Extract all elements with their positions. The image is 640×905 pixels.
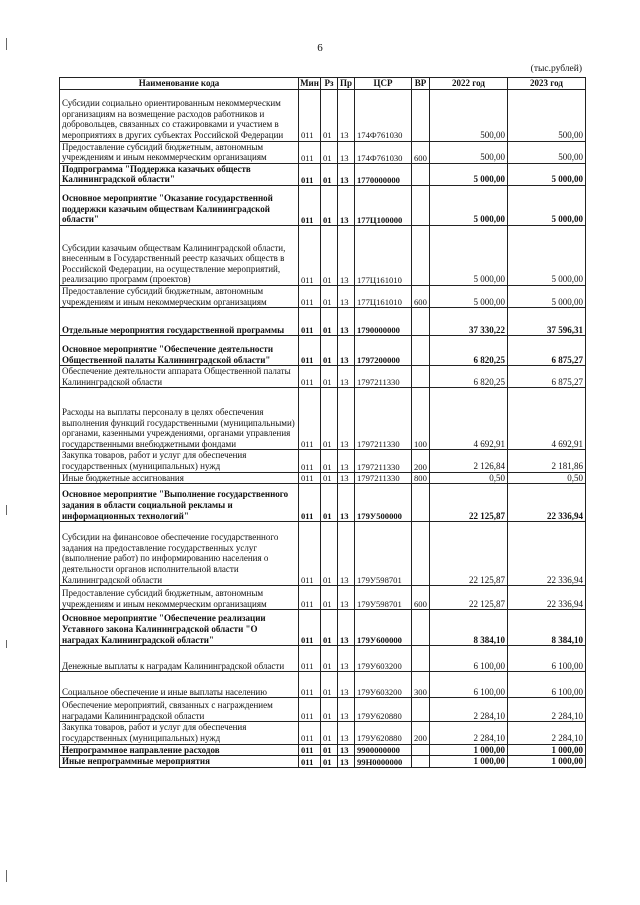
row-2022: 8 384,10 bbox=[430, 610, 508, 646]
row-2023: 500,00 bbox=[508, 89, 586, 141]
row-rz: 01 bbox=[321, 308, 338, 336]
budget-table bbox=[59, 77, 586, 768]
row-csr: 174Ф761030 bbox=[355, 141, 412, 163]
row-name: Социальное обеспечение и иные выплаты населению bbox=[60, 672, 299, 698]
row-csr: 174Ф761030 bbox=[355, 89, 412, 141]
row-2022: 22 125,87 bbox=[430, 484, 508, 522]
row-csr: 179У603200 bbox=[355, 672, 412, 698]
table-row bbox=[60, 186, 586, 226]
table-row bbox=[60, 308, 586, 336]
row-pr: 13 bbox=[338, 672, 355, 698]
row-2023: 6 100,00 bbox=[508, 646, 586, 672]
margin-mark bbox=[6, 505, 7, 515]
row-rz: 01 bbox=[321, 672, 338, 698]
table-row bbox=[60, 141, 586, 163]
row-csr: 1797200000 bbox=[355, 336, 412, 366]
row-2022: 1 000,00 bbox=[430, 744, 508, 756]
row-name: Расходы на выплаты персоналу в целях обеспечения выполнения функций государственными (муниципальными) органами, казенными учреждениями, органами управления государственными внебюджетными фондами bbox=[60, 388, 299, 450]
row-2023: 500,00 bbox=[508, 141, 586, 163]
row-2022: 2 284,10 bbox=[430, 698, 508, 722]
header-pr: Пр bbox=[338, 78, 355, 90]
row-2023: 22 336,94 bbox=[508, 522, 586, 586]
row-2023: 22 336,94 bbox=[508, 586, 586, 610]
row-min: 011 bbox=[299, 89, 321, 141]
row-rz: 01 bbox=[321, 522, 338, 586]
row-pr: 13 bbox=[338, 450, 355, 472]
row-csr: 1797211330 bbox=[355, 472, 412, 484]
row-2023: 5 000,00 bbox=[508, 186, 586, 226]
row-name: Отдельные мероприятия государственной программы bbox=[60, 308, 299, 336]
margin-mark bbox=[6, 640, 7, 648]
row-rz: 01 bbox=[321, 141, 338, 163]
row-csr: 1797211330 bbox=[355, 388, 412, 450]
row-csr: 179У620880 bbox=[355, 698, 412, 722]
row-2023: 37 596,31 bbox=[508, 308, 586, 336]
row-rz: 01 bbox=[321, 186, 338, 226]
units-label: (тыс.рублей) bbox=[530, 64, 582, 74]
table-row bbox=[60, 89, 586, 141]
row-rz: 01 bbox=[321, 744, 338, 756]
row-2023: 1 000,00 bbox=[508, 756, 586, 768]
row-vr bbox=[412, 646, 430, 672]
row-2022: 6 820,25 bbox=[430, 336, 508, 366]
row-name: Иные непрограммные мероприятия bbox=[60, 756, 299, 768]
row-pr: 13 bbox=[338, 472, 355, 484]
row-min: 011 bbox=[299, 722, 321, 744]
row-2023: 5 000,00 bbox=[508, 226, 586, 286]
row-pr: 13 bbox=[338, 646, 355, 672]
row-rz: 01 bbox=[321, 722, 338, 744]
row-2023: 5 000,00 bbox=[508, 286, 586, 308]
row-csr: 1770000000 bbox=[355, 163, 412, 185]
header-name: Наименование кода bbox=[60, 78, 299, 90]
row-vr: 100 bbox=[412, 388, 430, 450]
table-row bbox=[60, 744, 586, 756]
row-vr bbox=[412, 698, 430, 722]
table-row bbox=[60, 484, 586, 522]
row-pr: 13 bbox=[338, 484, 355, 522]
row-2022: 4 692,91 bbox=[430, 388, 508, 450]
row-pr: 13 bbox=[338, 186, 355, 226]
table-row bbox=[60, 522, 586, 586]
row-vr bbox=[412, 484, 430, 522]
row-pr: 13 bbox=[338, 610, 355, 646]
table-header-row bbox=[60, 78, 586, 90]
table-row bbox=[60, 698, 586, 722]
margin-mark bbox=[6, 870, 7, 882]
row-2023: 1 000,00 bbox=[508, 744, 586, 756]
row-min: 011 bbox=[299, 472, 321, 484]
row-vr bbox=[412, 744, 430, 756]
row-name: Подпрограмма "Поддержка казачьих обществ Калининградской области" bbox=[60, 163, 299, 185]
row-pr: 13 bbox=[338, 226, 355, 286]
row-min: 011 bbox=[299, 610, 321, 646]
row-name: Основное мероприятие "Оказание государственной поддержки казачьим обществам Калининградской области" bbox=[60, 186, 299, 226]
row-vr: 600 bbox=[412, 141, 430, 163]
row-csr: 1797211330 bbox=[355, 366, 412, 388]
row-rz: 01 bbox=[321, 286, 338, 308]
row-min: 011 bbox=[299, 586, 321, 610]
row-rz: 01 bbox=[321, 226, 338, 286]
row-2022: 500,00 bbox=[430, 141, 508, 163]
row-min: 011 bbox=[299, 226, 321, 286]
row-name: Основное мероприятие "Обеспечение реализации Уставного закона Калининградской области "О наградах Калининградской области" bbox=[60, 610, 299, 646]
row-2022: 22 125,87 bbox=[430, 522, 508, 586]
header-csr: ЦСР bbox=[355, 78, 412, 90]
row-vr bbox=[412, 89, 430, 141]
row-csr: 177Ц161010 bbox=[355, 226, 412, 286]
row-pr: 13 bbox=[338, 163, 355, 185]
row-rz: 01 bbox=[321, 163, 338, 185]
row-vr bbox=[412, 308, 430, 336]
row-rz: 01 bbox=[321, 89, 338, 141]
row-vr bbox=[412, 163, 430, 185]
row-2022: 2 126,84 bbox=[430, 450, 508, 472]
row-min: 011 bbox=[299, 141, 321, 163]
row-name: Иные бюджетные ассигнования bbox=[60, 472, 299, 484]
row-2023: 6 100,00 bbox=[508, 672, 586, 698]
row-pr: 13 bbox=[338, 586, 355, 610]
row-2022: 6 820,25 bbox=[430, 366, 508, 388]
header-min: Мин bbox=[300, 78, 319, 88]
row-vr: 800 bbox=[412, 472, 430, 484]
row-name: Предоставление субсидий бюджетным, автономным учреждениям и иным некоммерческим организациям bbox=[60, 141, 299, 163]
table-body bbox=[60, 89, 586, 767]
row-rz: 01 bbox=[321, 472, 338, 484]
row-pr: 13 bbox=[338, 308, 355, 336]
page-number: 6 bbox=[317, 42, 323, 54]
table-row bbox=[60, 450, 586, 472]
row-vr bbox=[412, 366, 430, 388]
row-csr: 179У603200 bbox=[355, 646, 412, 672]
row-csr: 179У598701 bbox=[355, 586, 412, 610]
row-min: 011 bbox=[299, 366, 321, 388]
row-pr: 13 bbox=[338, 336, 355, 366]
row-pr: 13 bbox=[338, 141, 355, 163]
table-row bbox=[60, 672, 586, 698]
row-min: 011 bbox=[299, 163, 321, 185]
row-csr: 179У598701 bbox=[355, 522, 412, 586]
row-csr: 9900000000 bbox=[355, 744, 412, 756]
row-pr: 13 bbox=[338, 388, 355, 450]
row-2022: 5 000,00 bbox=[430, 286, 508, 308]
row-name: Субсидии казачьим обществам Калининградской области, внесенным в Государственный реестр казачьих обществ в Российской Федерации, на осуществление мероприятий, реализацию программ (проектов) bbox=[60, 226, 299, 286]
row-pr: 13 bbox=[338, 366, 355, 388]
row-vr bbox=[412, 522, 430, 586]
table-row bbox=[60, 722, 586, 744]
row-min: 011 bbox=[299, 484, 321, 522]
header-2022: 2022 год bbox=[430, 78, 508, 90]
row-vr: 300 bbox=[412, 672, 430, 698]
header-vr: ВР bbox=[412, 78, 430, 90]
row-name: Непрограммное направление расходов bbox=[60, 744, 299, 756]
row-2022: 5 000,00 bbox=[430, 163, 508, 185]
row-pr: 13 bbox=[338, 286, 355, 308]
row-min: 011 bbox=[299, 646, 321, 672]
row-2023: 22 336,94 bbox=[508, 484, 586, 522]
row-min: 011 bbox=[299, 698, 321, 722]
table-row bbox=[60, 756, 586, 768]
row-name: Обеспечение деятельности аппарата Общественной палаты Калининградской области bbox=[60, 366, 299, 388]
row-csr: 177Ц100000 bbox=[355, 186, 412, 226]
row-2022: 500,00 bbox=[430, 89, 508, 141]
row-2022: 2 284,10 bbox=[430, 722, 508, 744]
row-vr bbox=[412, 610, 430, 646]
table-row bbox=[60, 226, 586, 286]
table-row bbox=[60, 366, 586, 388]
row-2023: 8 384,10 bbox=[508, 610, 586, 646]
row-csr: 179У600000 bbox=[355, 610, 412, 646]
row-2022: 0,50 bbox=[430, 472, 508, 484]
row-rz: 01 bbox=[321, 366, 338, 388]
row-min: 011 bbox=[299, 522, 321, 586]
row-rz: 01 bbox=[321, 484, 338, 522]
table-row bbox=[60, 472, 586, 484]
table-row bbox=[60, 163, 586, 185]
row-2023: 2 284,10 bbox=[508, 722, 586, 744]
row-vr bbox=[412, 226, 430, 286]
row-2023: 5 000,00 bbox=[508, 163, 586, 185]
header-2023: 2023 год bbox=[508, 78, 586, 90]
row-2022: 22 125,87 bbox=[430, 586, 508, 610]
row-min: 011 bbox=[299, 450, 321, 472]
table-row bbox=[60, 610, 586, 646]
table-row bbox=[60, 646, 586, 672]
row-rz: 01 bbox=[321, 388, 338, 450]
row-name: Обеспечение мероприятий, связанных с награждением наградами Калининградской области bbox=[60, 698, 299, 722]
row-2022: 5 000,00 bbox=[430, 186, 508, 226]
row-rz: 01 bbox=[321, 336, 338, 366]
row-vr: 200 bbox=[412, 450, 430, 472]
row-rz: 01 bbox=[321, 586, 338, 610]
row-2022: 37 330,22 bbox=[430, 308, 508, 336]
row-2023: 0,50 bbox=[508, 472, 586, 484]
row-vr bbox=[412, 336, 430, 366]
row-min: 011 bbox=[299, 744, 321, 756]
row-2022: 6 100,00 bbox=[430, 646, 508, 672]
row-rz: 01 bbox=[321, 450, 338, 472]
table-row bbox=[60, 586, 586, 610]
row-pr: 13 bbox=[338, 698, 355, 722]
row-csr: 179У620880 bbox=[355, 722, 412, 744]
row-rz: 01 bbox=[321, 698, 338, 722]
row-2022: 5 000,00 bbox=[430, 226, 508, 286]
row-name: Предоставление субсидий бюджетным, автономным учреждениям и иным некоммерческим организациям bbox=[60, 586, 299, 610]
row-min: 011 bbox=[299, 308, 321, 336]
row-2023: 6 875,27 bbox=[508, 336, 586, 366]
row-2023: 6 875,27 bbox=[508, 366, 586, 388]
row-csr: 179У500000 bbox=[355, 484, 412, 522]
row-2022: 1 000,00 bbox=[430, 756, 508, 768]
header-rz: Рз bbox=[321, 78, 338, 90]
row-csr: 1790000000 bbox=[355, 308, 412, 336]
row-min: 011 bbox=[299, 388, 321, 450]
row-vr bbox=[412, 186, 430, 226]
row-2023: 2 181,86 bbox=[508, 450, 586, 472]
row-pr: 13 bbox=[338, 89, 355, 141]
row-2023: 4 692,91 bbox=[508, 388, 586, 450]
row-csr: 1797211330 bbox=[355, 450, 412, 472]
row-2022: 6 100,00 bbox=[430, 672, 508, 698]
row-name: Субсидии на финансовое обеспечение государственного задания на предоставление государственных услуг (выполнение работ) по информированию населения о деятельности органов исполнительной власти Калининградской области bbox=[60, 522, 299, 586]
row-pr: 13 bbox=[338, 744, 355, 756]
row-rz: 01 bbox=[321, 610, 338, 646]
row-vr: 200 bbox=[412, 722, 430, 744]
row-rz: 01 bbox=[321, 756, 338, 768]
row-min: 011 bbox=[299, 336, 321, 366]
row-vr bbox=[412, 756, 430, 768]
row-name: Закупка товаров, работ и услуг для обеспечения государственных (муниципальных) нужд bbox=[60, 450, 299, 472]
row-min: 011 bbox=[299, 186, 321, 226]
table-row bbox=[60, 286, 586, 308]
row-rz: 01 bbox=[321, 646, 338, 672]
row-min: 011 bbox=[299, 756, 321, 768]
row-name: Субсидии социально ориентированным некоммерческим организациям на возмещение расходов работников и добровольцев, связанных со стажировками и участием в мероприятиях в других субъектах Российской Федерации bbox=[60, 89, 299, 141]
row-name: Основное мероприятие "Выполнение государственного задания в области социальной рекламы и информационных технологий" bbox=[60, 484, 299, 522]
row-csr: 99Н0000000 bbox=[355, 756, 412, 768]
row-pr: 13 bbox=[338, 522, 355, 586]
row-csr: 177Ц161010 bbox=[355, 286, 412, 308]
row-vr: 600 bbox=[412, 586, 430, 610]
row-2023: 2 284,10 bbox=[508, 698, 586, 722]
row-name: Основное мероприятие "Обеспечение деятельности Общественной палаты Калининградской области" bbox=[60, 336, 299, 366]
row-pr: 13 bbox=[338, 756, 355, 768]
row-name: Закупка товаров, работ и услуг для обеспечения государственных (муниципальных) нужд bbox=[60, 722, 299, 744]
table-row bbox=[60, 388, 586, 450]
row-min: 011 bbox=[299, 286, 321, 308]
row-min: 011 bbox=[299, 672, 321, 698]
row-name: Денежные выплаты к наградам Калининградской области bbox=[60, 646, 299, 672]
row-pr: 13 bbox=[338, 722, 355, 744]
row-vr: 600 bbox=[412, 286, 430, 308]
row-name: Предоставление субсидий бюджетным, автономным учреждениям и иным некоммерческим организациям bbox=[60, 286, 299, 308]
table-row bbox=[60, 336, 586, 366]
